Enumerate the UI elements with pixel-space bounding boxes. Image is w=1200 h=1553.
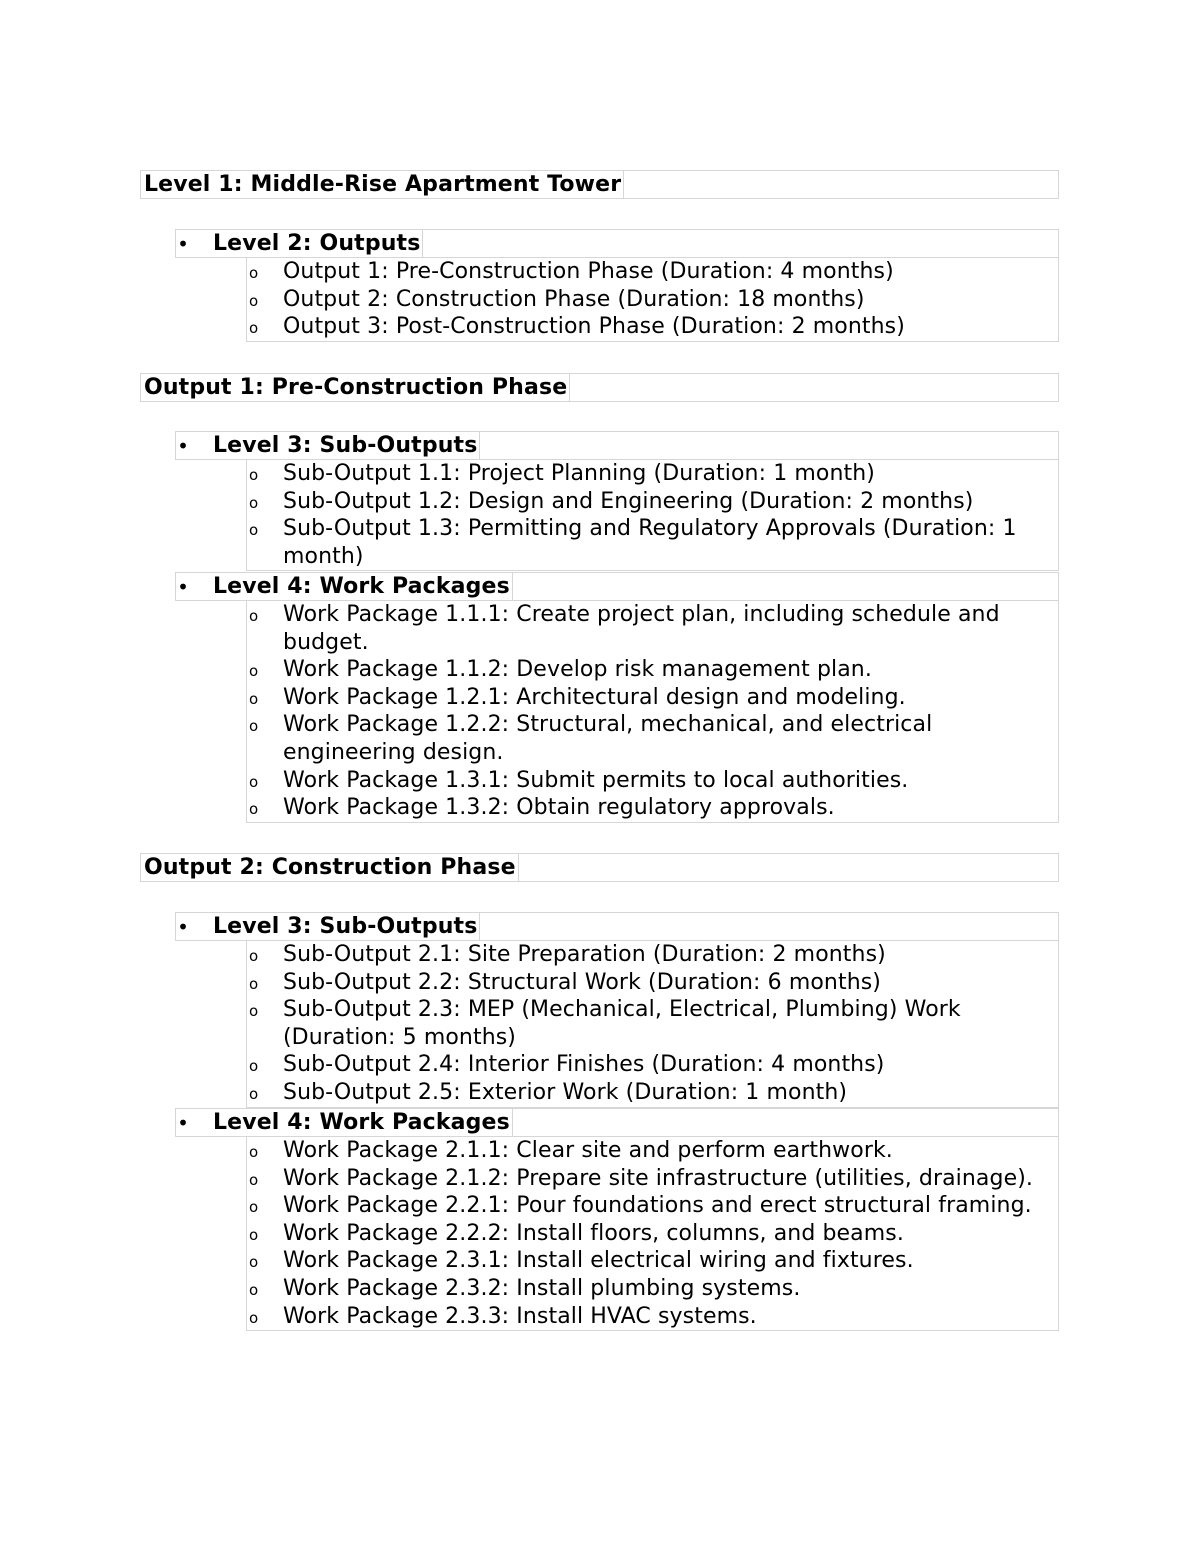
- output1-level4-items: [246, 601, 1059, 823]
- list-item: o Sub-Output 2.4: Interior Finishes (Duration: 4 months): [247, 1051, 1058, 1079]
- circle-bullet-icon: o: [249, 466, 259, 484]
- list-item: o Sub-Output 2.3: MEP (Mechanical, Electrical, Plumbing) Work (Duration: 5 months): [249, 997, 961, 1050]
- list-item: o Work Package 1.1.1: Create project plan, including schedule and budget.: [249, 602, 1000, 655]
- list-item: o Work Package 2.2.1: Pour foundations and erect structural framing.: [247, 1192, 1058, 1220]
- circle-bullet-icon: o: [249, 1143, 259, 1161]
- output2-level4-label: Level 4: Work Packages: [213, 1109, 513, 1136]
- output2-heading: Output 2: Construction Phase: [144, 854, 519, 881]
- output2-level3-bullet-row: [175, 912, 1059, 941]
- list-item: o Sub-Output 1.3: Permitting and Regulatory Approvals (Duration: 1 month): [249, 516, 1017, 569]
- circle-bullet-icon: o: [249, 800, 259, 819]
- circle-bullet-icon: o: [249, 662, 259, 681]
- level2-label: Level 2: Outputs: [213, 230, 423, 257]
- output2-level3-label: Level 3: Sub-Outputs: [213, 913, 480, 940]
- list-item: o Output 3: Post-Construction Phase (Duration: 2 months): [247, 313, 1058, 341]
- list-item: o Work Package 2.1.1: Clear site and perform earthwork.: [247, 1137, 1058, 1165]
- circle-bullet-icon: o: [249, 1084, 259, 1103]
- list-item: o Work Package 1.3.1: Submit permits to local authorities.: [247, 767, 1058, 795]
- list-item: o Work Package 1.2.1: Architectural design and modeling.: [247, 684, 1058, 712]
- circle-bullet-icon: o: [249, 974, 259, 993]
- list-item: o Work Package 1.3.2: Obtain regulatory approvals.: [247, 794, 1058, 822]
- list-item: o Sub-Output 1.2: Design and Engineering (Duration: 2 months): [247, 488, 1058, 516]
- level2-items: [246, 258, 1059, 342]
- list-item: o Work Package 2.3.2: Install plumbing systems.: [247, 1275, 1058, 1303]
- level1-heading-row: [140, 170, 1059, 199]
- level1-heading: Level 1: Middle-Rise Apartment Tower: [144, 171, 624, 198]
- list-item: o Work Package 2.3.3: Install HVAC systems.: [247, 1303, 1058, 1331]
- bullet-icon: •: [177, 232, 189, 256]
- list-item: o Sub-Output 2.5: Exterior Work (Duration: 1 month): [247, 1079, 1058, 1107]
- output2-level4-bullet-row: [175, 1108, 1059, 1137]
- output2-level3-items: [246, 941, 1059, 1108]
- circle-bullet-icon: o: [249, 947, 259, 965]
- level2-bullet-row: [175, 229, 1059, 258]
- circle-bullet-icon: o: [249, 1002, 259, 1021]
- output1-level3-bullet-row: [175, 431, 1059, 460]
- output1-heading: Output 1: Pre-Construction Phase: [144, 374, 570, 401]
- list-item: o Sub-Output 2.1: Site Preparation (Duration: 2 months): [247, 941, 1058, 969]
- output1-level4-bullet-row: [175, 572, 1059, 601]
- circle-bullet-icon: o: [249, 689, 259, 708]
- circle-bullet-icon: o: [249, 493, 259, 512]
- circle-bullet-icon: o: [249, 319, 259, 338]
- circle-bullet-icon: o: [249, 1225, 259, 1244]
- list-item: o Work Package 1.1.2: Develop risk management plan.: [247, 656, 1058, 684]
- circle-bullet-icon: o: [249, 1198, 259, 1217]
- bullet-icon: •: [177, 1111, 189, 1135]
- circle-bullet-icon: o: [249, 1308, 259, 1327]
- circle-bullet-icon: o: [249, 291, 259, 310]
- list-item: o Work Package 2.3.1: Install electrical wiring and fixtures.: [247, 1247, 1058, 1275]
- bullet-icon: •: [177, 915, 189, 939]
- circle-bullet-icon: o: [249, 1170, 259, 1189]
- bullet-icon: •: [177, 575, 189, 599]
- list-item: o Output 1: Pre-Construction Phase (Duration: 4 months): [247, 258, 1058, 286]
- list-item: o Work Package 2.1.2: Prepare site infrastructure (utilities, drainage).: [247, 1165, 1058, 1193]
- circle-bullet-icon: o: [249, 264, 259, 282]
- circle-bullet-icon: o: [249, 717, 259, 736]
- output2-heading-row: [140, 853, 1059, 882]
- list-item: o Work Package 1.2.2: Structural, mechanical, and electrical engineering design.: [249, 712, 933, 765]
- circle-bullet-icon: o: [249, 772, 259, 791]
- circle-bullet-icon: o: [249, 1253, 259, 1272]
- circle-bullet-icon: o: [249, 607, 259, 625]
- list-item: o Sub-Output 2.2: Structural Work (Duration: 6 months): [247, 969, 1058, 997]
- circle-bullet-icon: o: [249, 1057, 259, 1076]
- list-item: o Sub-Output 1.1: Project Planning (Duration: 1 month): [247, 460, 1058, 488]
- list-item: o Output 2: Construction Phase (Duration: 18 months): [247, 286, 1058, 314]
- list-item: o Work Package 2.2.2: Install floors, columns, and beams.: [247, 1220, 1058, 1248]
- output1-level3-label: Level 3: Sub-Outputs: [213, 432, 480, 459]
- circle-bullet-icon: o: [249, 1280, 259, 1299]
- bullet-icon: •: [177, 434, 189, 458]
- circle-bullet-icon: o: [249, 521, 259, 540]
- output1-heading-row: [140, 373, 1059, 402]
- output2-level4-items: [246, 1137, 1059, 1331]
- output1-level4-label: Level 4: Work Packages: [213, 573, 513, 600]
- output1-level3-items: [246, 460, 1059, 571]
